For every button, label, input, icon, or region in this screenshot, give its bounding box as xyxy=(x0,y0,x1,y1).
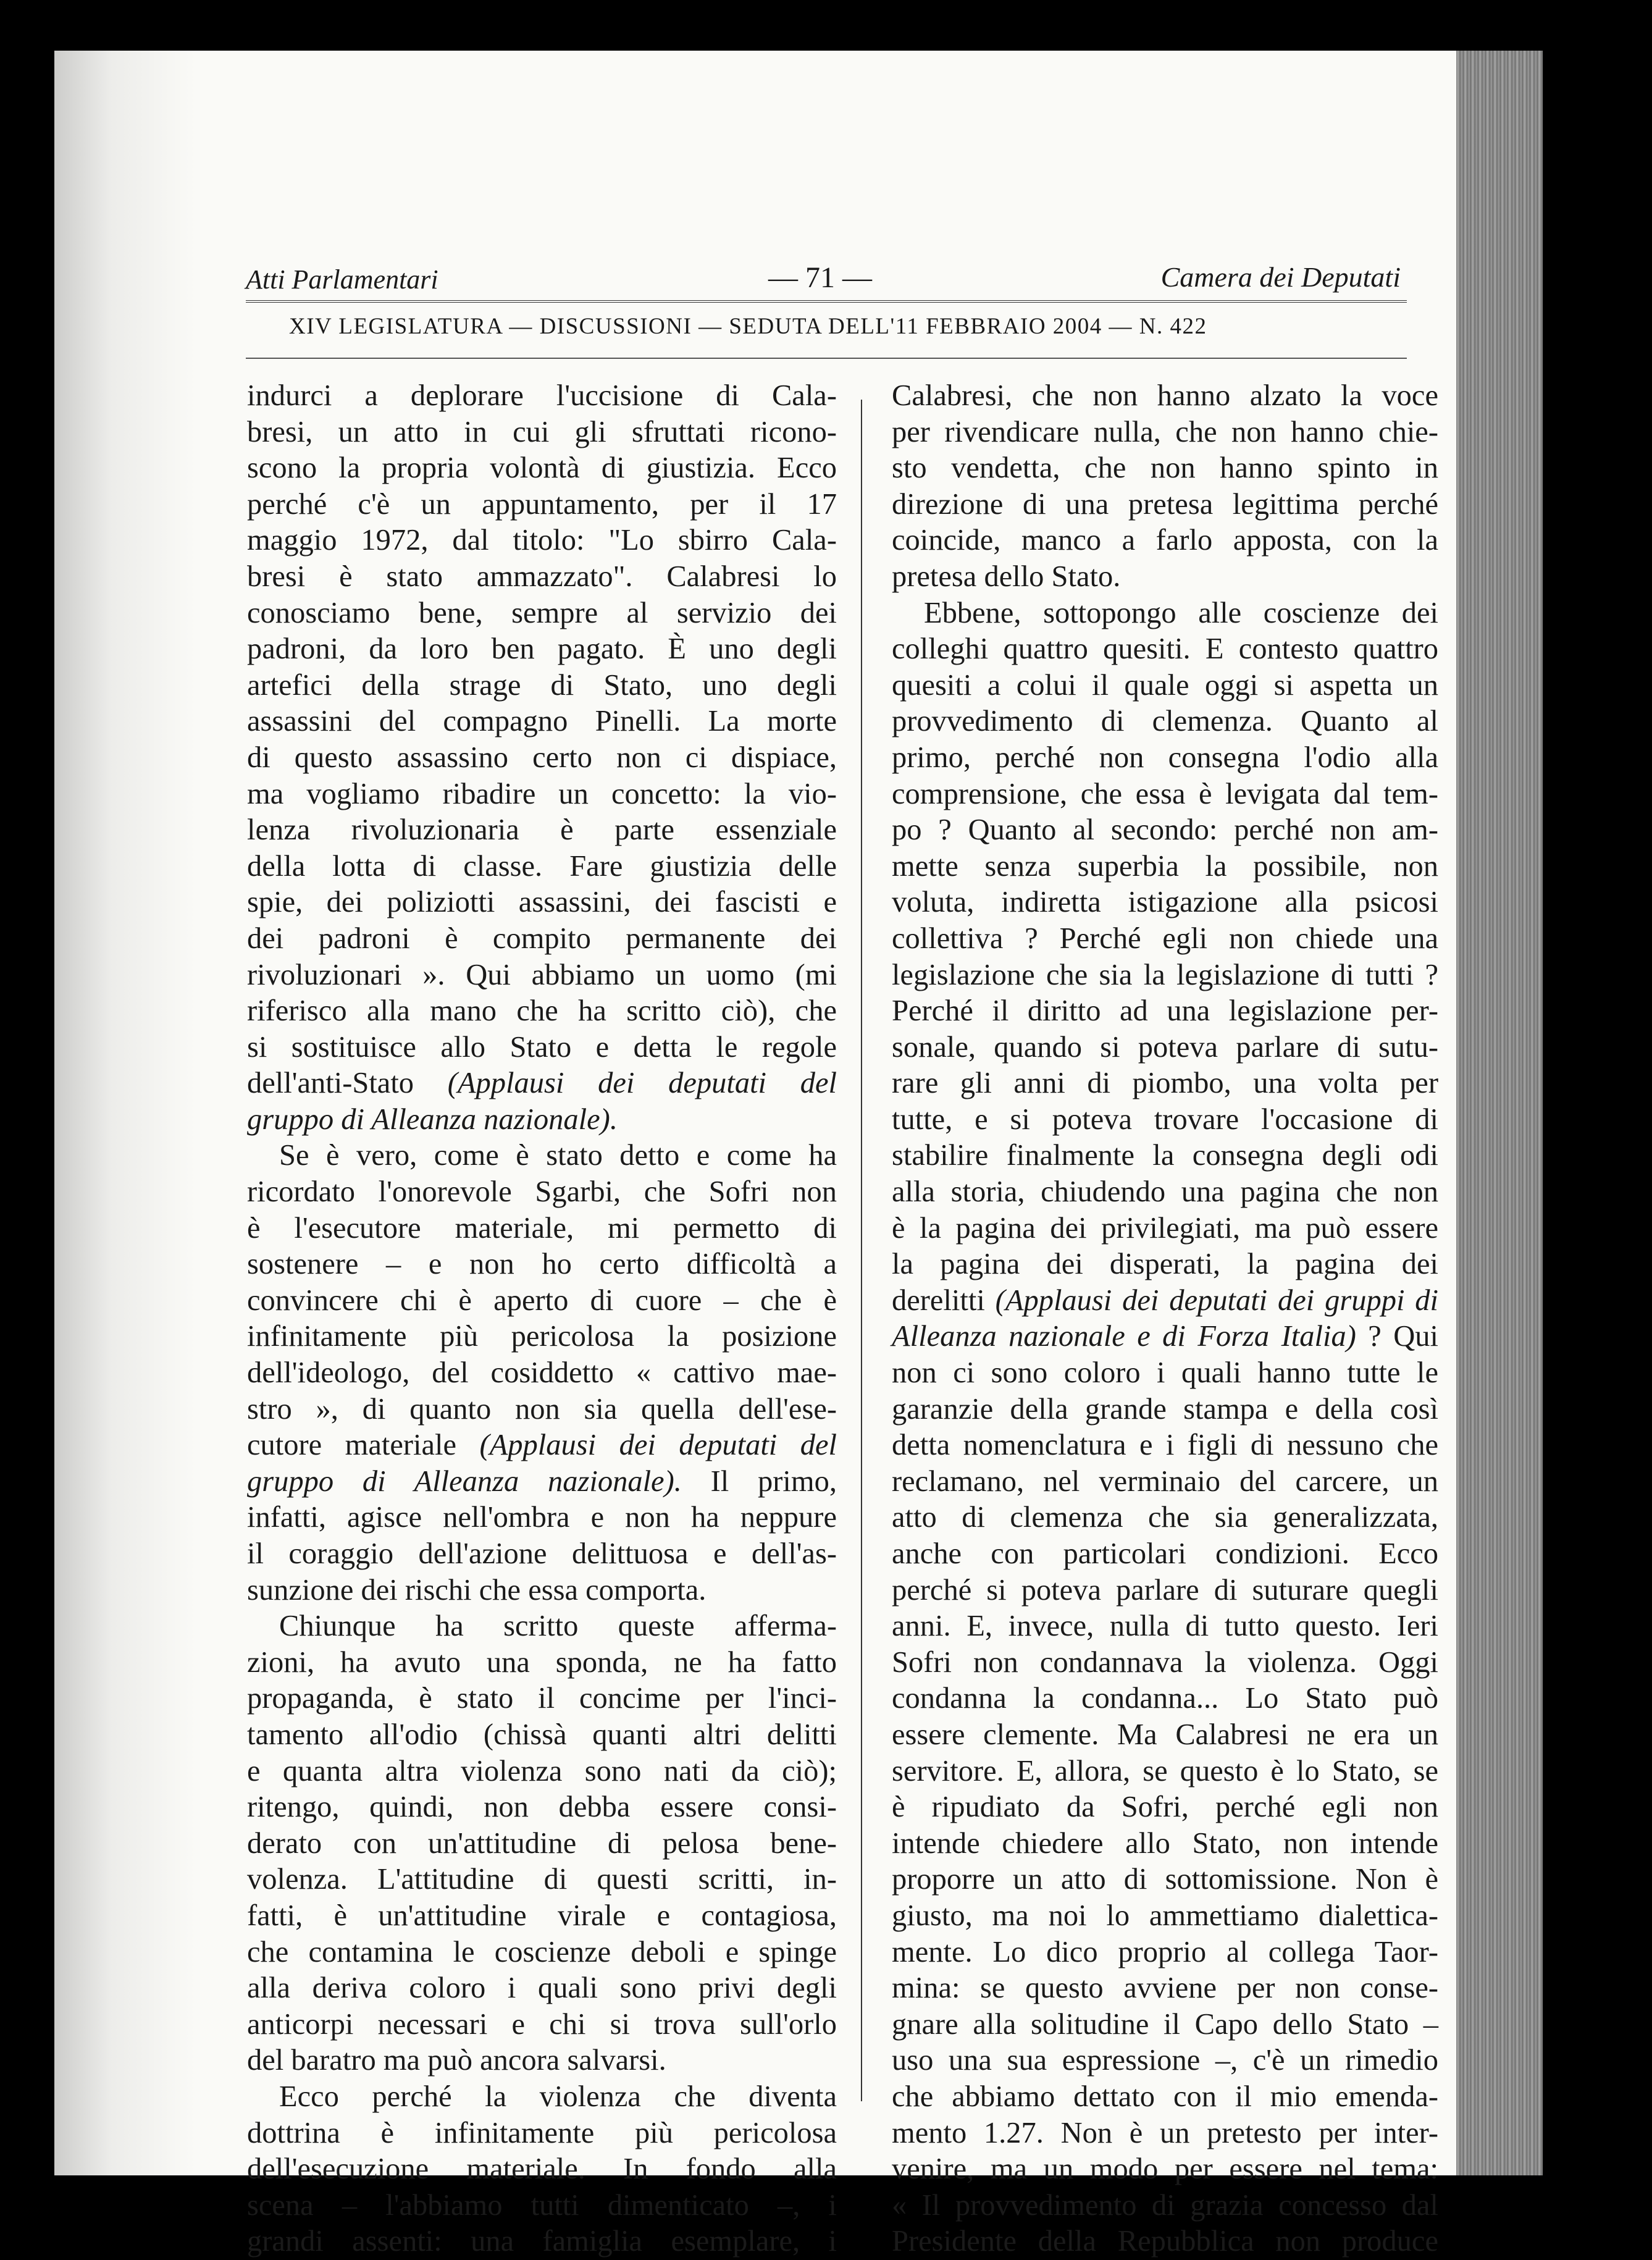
text-line xyxy=(892,1283,1438,1319)
text-run: Presidente della Repubblica non produce xyxy=(892,2225,1438,2258)
text-line xyxy=(247,812,837,849)
text-run: dell'ideologo, del cosiddetto « cattivo mae- xyxy=(247,1356,837,1390)
text-line xyxy=(247,1500,837,1536)
italic-text-run: (Applausi dei deputati del xyxy=(447,1067,837,1100)
text-line xyxy=(892,957,1438,994)
text-run: tamento all'odio (chissà quanti altri delitti xyxy=(247,1718,837,1751)
text-run: mina: se questo avviene per non conse- xyxy=(892,1972,1438,2005)
text-line xyxy=(892,1065,1438,1102)
text-run: garanzie della grande stampa e della così xyxy=(892,1392,1438,1426)
text-run: è la pagina dei privilegiati, ma può essere xyxy=(892,1211,1438,1245)
italic-text-run: gruppo di Alleanza nazionale). xyxy=(247,1103,618,1136)
text-line xyxy=(247,1065,837,1102)
text-line xyxy=(892,1862,1438,1898)
text-line xyxy=(247,450,837,487)
text-run: comprensione, che essa è levigata dal tem- xyxy=(892,777,1438,810)
text-line xyxy=(247,2115,837,2152)
text-run: cutore materiale xyxy=(247,1429,480,1462)
text-line xyxy=(247,921,837,957)
text-run: e quanta altra violenza sono nati da ciò); xyxy=(247,1754,837,1787)
text-line xyxy=(892,1464,1438,1500)
text-line xyxy=(892,1355,1438,1392)
header-rule-top xyxy=(246,300,1407,303)
text-line xyxy=(892,776,1438,813)
text-line xyxy=(247,1211,837,1247)
italic-text-run: Alleanza nazionale e di Forza Italia) xyxy=(892,1320,1356,1353)
text-run: Perché il diritto ad una legislazione per- xyxy=(892,994,1438,1028)
text-line xyxy=(247,1789,837,1826)
text-run: sonale, quando si poteva parlare di sutu- xyxy=(892,1030,1438,1064)
text-run: maggio 1972, dal titolo: "Lo sbirro Cala- xyxy=(247,524,837,557)
text-line xyxy=(247,1754,837,1790)
text-line xyxy=(892,2115,1438,2152)
text-line xyxy=(247,1355,837,1392)
text-run: rivoluzionari ». Qui abbiamo un uomo (mi xyxy=(247,958,837,991)
text-run: quesiti a colui il quale oggi si aspetta un xyxy=(892,668,1438,702)
text-run: zioni, ha avuto una sponda, ne ha fatto xyxy=(247,1645,837,1679)
text-run: è l'esecutore materiale, mi permetto di xyxy=(247,1211,837,1245)
text-line xyxy=(247,849,837,885)
text-run: indurci a deplorare l'uccisione di Cala- xyxy=(247,379,837,412)
text-run: bresi è stato ammazzato". Calabresi lo xyxy=(247,560,837,593)
text-run: proporre un atto di sottomissione. Non è xyxy=(892,1863,1438,1896)
header-rule-bottom xyxy=(246,358,1407,359)
text-run: ricordato l'onorevole Sgarbi, che Sofri non xyxy=(247,1175,837,1209)
text-run: reclamano, nel verminaio del carcere, un xyxy=(892,1464,1438,1498)
text-line xyxy=(892,921,1438,957)
text-run: uso una sua espressione –, c'è un rimedio xyxy=(892,2044,1438,2077)
text-line xyxy=(247,884,837,921)
text-run: la pagina dei disperati, la pagina dei xyxy=(892,1248,1438,1281)
text-line xyxy=(247,1030,837,1066)
text-line xyxy=(892,1789,1438,1826)
text-run: grandi assenti: una famiglia esemplare, i xyxy=(247,2225,837,2258)
text-line xyxy=(892,450,1438,487)
text-run: sostenere – e non ho certo difficoltà a xyxy=(247,1248,837,1281)
text-run: Se è vero, come è stato detto e come ha xyxy=(279,1139,837,1172)
text-line xyxy=(247,2151,837,2188)
text-line xyxy=(892,1427,1438,1464)
text-run: convincere chi è aperto di cuore – che è xyxy=(247,1283,837,1317)
text-line xyxy=(247,993,837,1030)
text-run: po ? Quanto al secondo: perché non am- xyxy=(892,813,1438,847)
right-column xyxy=(892,378,1438,2260)
text-line xyxy=(247,523,837,559)
text-line xyxy=(247,1138,837,1174)
text-line xyxy=(247,414,837,451)
text-run: spie, dei poliziotti assassini, dei fascisti e xyxy=(247,886,837,919)
text-run: per rivendicare nulla, che non hanno chie- xyxy=(892,415,1438,448)
text-run: dell'esecuzione materiale. In fondo alla xyxy=(247,2153,837,2186)
text-run: padroni, da loro ben pagato. È uno degli xyxy=(247,632,837,666)
text-line xyxy=(892,1573,1438,1609)
text-run: detta nomenclatura e i figli di nessuno che xyxy=(892,1429,1438,1462)
text-line xyxy=(247,559,837,595)
text-run: servitore. E, allora, se questo è lo Stato, se xyxy=(892,1754,1438,1787)
text-run: il coraggio dell'azione delittuosa e dell'as- xyxy=(247,1537,837,1570)
text-line xyxy=(247,1898,837,1934)
text-run: alla storia, chiudendo una pagina che non xyxy=(892,1175,1438,1209)
text-line xyxy=(892,1970,1438,2007)
text-run: intende chiedere allo Stato, non intende xyxy=(892,1826,1438,1860)
text-run: Calabresi, che non hanno alzato la voce xyxy=(892,379,1438,412)
text-line xyxy=(892,378,1438,414)
text-run: anticorpi necessari e chi si trova sull'orlo xyxy=(247,2007,837,2041)
text-line xyxy=(892,2224,1438,2260)
document-page xyxy=(54,51,1543,2258)
text-run: non ci sono coloro i quali hanno tutte le xyxy=(892,1356,1438,1390)
scan-edge-right xyxy=(1456,51,1543,2175)
column-divider xyxy=(861,400,862,2101)
text-line xyxy=(247,2043,837,2079)
text-line xyxy=(892,2151,1438,2188)
text-run: legislazione che sia la legislazione di tutti ? xyxy=(892,958,1438,991)
text-line xyxy=(892,631,1438,668)
text-line xyxy=(892,884,1438,921)
text-line xyxy=(247,2079,837,2115)
text-run: bresi, un atto in cui gli sfruttati ricono- xyxy=(247,415,837,448)
text-line xyxy=(892,595,1438,632)
text-run: Il primo, xyxy=(681,1464,837,1498)
text-line xyxy=(892,2079,1438,2115)
text-line xyxy=(892,1138,1438,1174)
text-run: derelitti xyxy=(892,1283,996,1317)
text-run: sunzione dei rischi che essa comporta. xyxy=(247,1573,707,1607)
text-line xyxy=(892,2007,1438,2043)
text-run: ? Qui xyxy=(1356,1320,1439,1353)
text-run: fatti, è un'attitudine virale e contagiosa, xyxy=(247,1899,837,1932)
text-run: gnare alla solitudine il Capo dello Stato – xyxy=(892,2007,1438,2041)
text-line xyxy=(892,1392,1438,1428)
text-line xyxy=(247,1934,837,1971)
text-run: dell'anti-Stato xyxy=(247,1067,448,1100)
text-run: ritengo, quindi, non debba essere consi- xyxy=(247,1791,837,1824)
text-run: condanna la condanna... Lo Stato può xyxy=(892,1682,1438,1715)
text-run: scena – l'abbiamo tutti dimenticato –, i xyxy=(247,2188,837,2222)
text-line xyxy=(247,1681,837,1717)
text-run: propaganda, è stato il concime per l'inci- xyxy=(247,1682,837,1715)
text-run: stabilire finalmente la consegna degli odi xyxy=(892,1139,1438,1172)
text-line xyxy=(892,1681,1438,1717)
text-line xyxy=(892,523,1438,559)
text-run: dottrina è infinitamente più pericolosa xyxy=(247,2116,837,2149)
text-line xyxy=(247,1283,837,1319)
text-run: derato con un'attitudine di pelosa bene- xyxy=(247,1826,837,1860)
text-line xyxy=(247,704,837,740)
text-run: giusto, ma noi lo ammettiamo dialettica- xyxy=(892,1899,1438,1932)
text-run: lenza rivoluzionaria è parte essenziale xyxy=(247,813,837,847)
text-run: artefici della strage di Stato, uno degli xyxy=(247,668,837,702)
text-line xyxy=(247,1174,837,1211)
text-line xyxy=(247,2188,837,2224)
text-line xyxy=(247,1862,837,1898)
text-line xyxy=(247,1427,837,1464)
text-line xyxy=(247,1319,837,1355)
text-line xyxy=(892,668,1438,704)
header-chamber: Camera dei Deputati xyxy=(1160,261,1401,293)
text-run: dei padroni è compito permanente dei xyxy=(247,922,837,955)
text-run: anni. E, invece, nulla di tutto questo. Ieri xyxy=(892,1610,1438,1643)
text-run: atto di clemenza che sia generalizzata, xyxy=(892,1501,1438,1534)
text-line xyxy=(247,378,837,414)
text-run: coincide, manco a farlo apposta, con la xyxy=(892,524,1438,557)
italic-text-run: gruppo di Alleanza nazionale). xyxy=(247,1464,682,1498)
text-line xyxy=(247,1536,837,1573)
text-run: collettiva ? Perché egli non chiede una xyxy=(892,922,1438,955)
text-run: volenza. L'attitudine di questi scritti, in- xyxy=(247,1863,837,1896)
text-run: mente. Lo dico proprio al collega Taor- xyxy=(892,1935,1438,1968)
text-line xyxy=(247,1608,837,1645)
text-line xyxy=(892,1717,1438,1754)
text-run: Chiunque ha scritto queste afferma- xyxy=(279,1610,837,1643)
session-header: XIV LEGISLATURA — DISCUSSIONI — SEDUTA DELL'11 FEBBRAIO 2004 — N. 422 xyxy=(289,314,1207,339)
text-run: tutte, e si poteva trovare l'occasione di xyxy=(892,1103,1438,1136)
text-line xyxy=(247,1826,837,1862)
text-run: anche con particolari condizioni. Ecco xyxy=(892,1537,1438,1570)
text-run: perché si poteva parlare di suturare quegli xyxy=(892,1573,1438,1607)
text-line xyxy=(892,559,1438,595)
text-line xyxy=(892,1898,1438,1934)
text-line xyxy=(892,2043,1438,2079)
text-run: mento 1.27. Non è un pretesto per inter- xyxy=(892,2116,1438,2149)
scan-shadow-left xyxy=(54,51,196,2175)
text-run: scono la propria volontà di giustizia. Ecco xyxy=(247,452,837,485)
text-line xyxy=(247,740,837,776)
text-line xyxy=(892,1826,1438,1862)
page-number: — 71 — xyxy=(768,261,872,294)
text-run: ma vogliamo ribadire un concetto: la vio- xyxy=(247,777,837,810)
text-line xyxy=(892,1319,1438,1355)
text-run: assassini del compagno Pinelli. La morte xyxy=(247,705,837,738)
text-line xyxy=(247,957,837,994)
text-line xyxy=(247,776,837,813)
text-line xyxy=(247,1645,837,1681)
text-run: venire, ma un modo per essere nel tema: xyxy=(892,2153,1438,2186)
text-line xyxy=(247,1464,837,1500)
text-run: conosciamo bene, sempre al servizio dei xyxy=(247,596,837,629)
text-run: essere clemente. Ma Calabresi ne era un xyxy=(892,1718,1438,1751)
header-publication: Atti Parlamentari xyxy=(246,264,438,295)
text-line xyxy=(892,1211,1438,1247)
text-line xyxy=(892,740,1438,776)
text-line xyxy=(892,2188,1438,2224)
text-run: riferisco alla mano che ha scritto ciò), che xyxy=(247,994,837,1028)
text-line xyxy=(892,414,1438,451)
text-run: che abbiamo dettato con il mio emenda- xyxy=(892,2080,1438,2113)
text-line xyxy=(247,668,837,704)
text-line xyxy=(892,812,1438,849)
text-run: infatti, agisce nell'ombra e non ha neppure xyxy=(247,1501,837,1534)
text-run: perché c'è un appuntamento, per il 17 xyxy=(247,487,837,521)
text-line xyxy=(247,1717,837,1754)
text-line xyxy=(247,2224,837,2260)
text-run: provvedimento di clemenza. Quanto al xyxy=(892,705,1438,738)
text-line xyxy=(247,595,837,632)
text-line xyxy=(892,704,1438,740)
text-run: infinitamente più pericolosa la posizione xyxy=(247,1320,837,1353)
text-line xyxy=(892,1645,1438,1681)
text-line xyxy=(247,487,837,523)
text-run: voluta, indiretta istigazione alla psicosi xyxy=(892,886,1438,919)
left-column xyxy=(247,378,837,2260)
italic-text-run: (Applausi dei deputati del xyxy=(479,1429,837,1462)
text-line xyxy=(247,1246,837,1283)
text-line xyxy=(892,1246,1438,1283)
text-run: direzione di una pretesa legittima perché xyxy=(892,487,1438,521)
text-run: di questo assassino certo non ci dispiace, xyxy=(247,741,837,774)
text-run: Sofri non condannava la violenza. Oggi xyxy=(892,1645,1438,1679)
text-run: mette senza superbia la possibile, non xyxy=(892,849,1438,883)
text-line xyxy=(892,1102,1438,1138)
text-line xyxy=(892,993,1438,1030)
text-line xyxy=(892,1536,1438,1573)
text-run: pretesa dello Stato. xyxy=(892,560,1121,593)
text-run: alla deriva coloro i quali sono privi degli xyxy=(247,1972,837,2005)
text-line xyxy=(892,849,1438,885)
italic-text-run: (Applausi dei deputati dei gruppi di xyxy=(995,1283,1438,1317)
text-line xyxy=(892,1030,1438,1066)
text-run: del baratro ma può ancora salvarsi. xyxy=(247,2044,666,2077)
text-run: della lotta di classe. Fare giustizia delle xyxy=(247,849,837,883)
text-run: che contamina le coscienze deboli e spinge xyxy=(247,1935,837,1968)
text-run: si sostituisce allo Stato e detta le regole xyxy=(247,1030,837,1064)
text-line xyxy=(892,1754,1438,1790)
text-run: Ecco perché la violenza che diventa xyxy=(279,2080,837,2113)
text-run: Ebbene, sottopongo alle coscienze dei xyxy=(924,596,1438,629)
text-line xyxy=(247,1102,837,1138)
text-run: primo, perché non consegna l'odio alla xyxy=(892,741,1438,774)
text-run: « Il provvedimento di grazia concesso dal xyxy=(892,2188,1438,2222)
text-line xyxy=(247,1970,837,2007)
text-line xyxy=(892,1174,1438,1211)
text-line xyxy=(247,1573,837,1609)
text-line xyxy=(247,1392,837,1428)
text-run: rare gli anni di piombo, una volta per xyxy=(892,1067,1438,1100)
text-line xyxy=(892,1608,1438,1645)
text-line xyxy=(892,1934,1438,1971)
text-run: colleghi quattro quesiti. E contesto quattro xyxy=(892,632,1438,666)
text-run: sto vendetta, che non hanno spinto in xyxy=(892,452,1438,485)
text-run: stro », di quanto non sia quella dell'ese- xyxy=(247,1392,837,1426)
text-line xyxy=(247,631,837,668)
text-line xyxy=(247,2007,837,2043)
text-run: è ripudiato da Sofri, perché egli non xyxy=(892,1791,1438,1824)
text-line xyxy=(892,487,1438,523)
text-line xyxy=(892,1500,1438,1536)
